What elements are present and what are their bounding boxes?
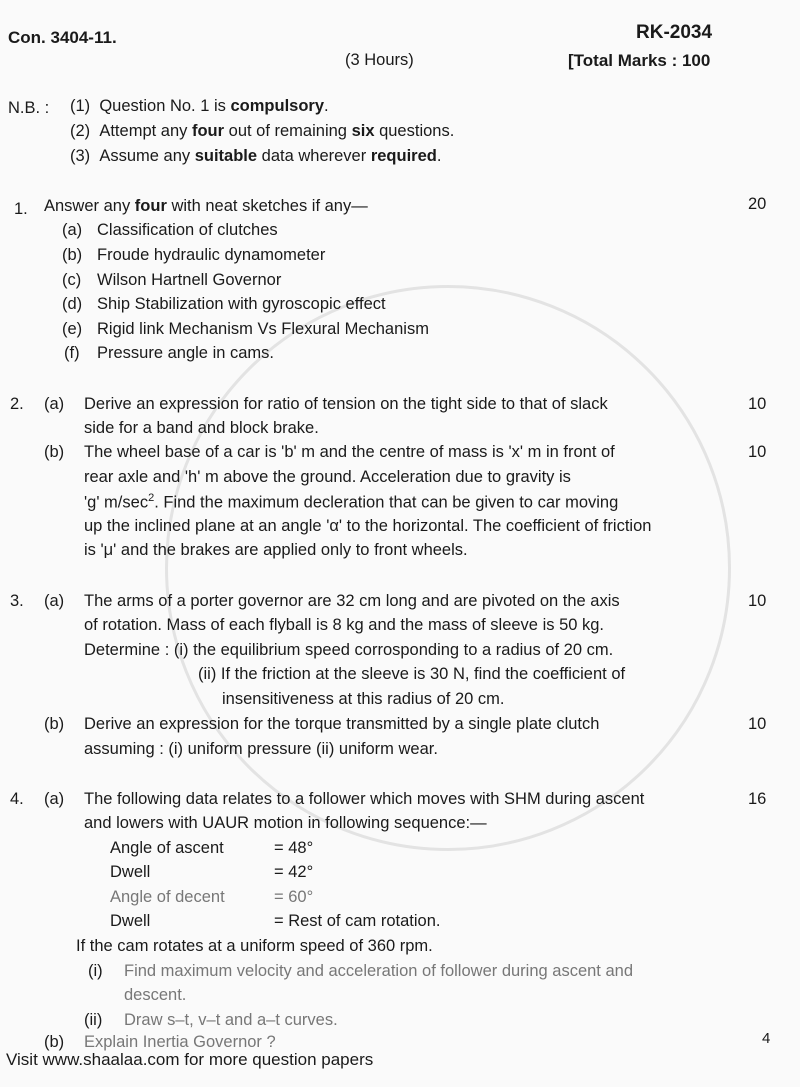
cam-data-value: = 48° (274, 839, 314, 857)
cam-data-value: = 60° (274, 888, 314, 906)
q3b-line: Derive an expression for the torque transmitted by a single plate clutch (84, 715, 600, 733)
q4a-part-label: (i) (88, 962, 103, 980)
q3a-line: Determine : (i) the equilibrium speed corrosponding to a radius of 20 cm. (84, 641, 614, 659)
q1-marks: 20 (748, 195, 767, 213)
instruction-1: (1) Question No. 1 is compulsory. (70, 97, 329, 115)
cam-data-key: Angle of ascent (110, 839, 224, 857)
q3-number: 3. (10, 592, 24, 610)
total-marks: [Total Marks : 100 (568, 51, 711, 70)
nb-label: N.B. : (8, 99, 50, 117)
paper-id: RK-2034 (636, 22, 713, 43)
q4a-marks: 16 (748, 790, 767, 808)
paper-code: Con. 3404-11. (8, 28, 117, 47)
cam-data-key: Dwell (110, 912, 151, 930)
q1-item-text: Rigid link Mechanism Vs Flexural Mechanism (97, 320, 429, 338)
q2a-line: Derive an expression for ratio of tension on the tight side to that of slack (84, 395, 608, 413)
q3b-line: assuming : (i) uniform pressure (ii) uniform wear. (84, 740, 438, 758)
q4a-line: and lowers with UAUR motion in following sequence:— (84, 814, 487, 832)
duration: (3 Hours) (345, 51, 414, 69)
q4b-label: (b) (44, 1033, 65, 1051)
q3a-marks: 10 (748, 592, 767, 610)
page-number: 4 (762, 1030, 771, 1047)
q1-item-text: Wilson Hartnell Governor (97, 271, 282, 289)
q4a-part-line: descent. (124, 986, 187, 1004)
q3a-line: insensitiveness at this radius of 20 cm. (222, 690, 505, 708)
q3a-line: The arms of a porter governor are 32 cm long and are pivoted on the axis (84, 592, 620, 610)
q4a-part-label: (ii) (84, 1011, 103, 1029)
q1-item-text: Classification of clutches (97, 221, 278, 239)
q1-item-label: (c) (62, 271, 82, 289)
q1-item-label: (d) (62, 295, 83, 313)
q4a-part-line: Draw s–t, v–t and a–t curves. (124, 1011, 338, 1029)
q1-item-text: Ship Stabilization with gyroscopic effect (97, 295, 386, 313)
q1-item-label: (a) (62, 221, 83, 239)
q2b-line: The wheel base of a car is 'b' m and the centre of mass is 'x' m in front of (84, 443, 615, 461)
instruction-2: (2) Attempt any four out of remaining six questions. (70, 122, 455, 140)
q2b-line: rear axle and 'h' m above the ground. Acceleration due to gravity is (84, 468, 571, 486)
q2b-line: is 'μ' and the brakes are applied only to front wheels. (84, 541, 468, 559)
footer-text: Visit www.shaalaa.com for more question papers (6, 1050, 374, 1069)
q2b-marks: 10 (748, 443, 767, 461)
q3b-marks: 10 (748, 715, 767, 733)
q1-number: 1. (14, 200, 28, 218)
q1-item-label: (f) (64, 344, 80, 362)
instruction-3: (3) Assume any suitable data wherever required. (70, 147, 442, 165)
q1-item-label: (e) (62, 320, 83, 338)
q4a-line: The following data relates to a follower which moves with SHM during ascent (84, 790, 645, 808)
q2b-line: up the inclined plane at an angle 'α' to the horizontal. The coefficient of friction (84, 517, 652, 535)
cam-speed-line: If the cam rotates at a uniform speed of 360 rpm. (76, 937, 433, 955)
q1-stem: Answer any four with neat sketches if any— (44, 197, 368, 215)
q1-item-text: Froude hydraulic dynamometer (97, 246, 326, 264)
cam-data-value: = 42° (274, 863, 314, 881)
q2a-marks: 10 (748, 395, 767, 413)
q4-number: 4. (10, 790, 24, 808)
q2b-label: (b) (44, 443, 65, 461)
q4b-text: Explain Inertia Governor ? (84, 1033, 276, 1051)
watermark-circle (165, 285, 731, 851)
q3a-line: of rotation. Mass of each flyball is 8 kg and the mass of sleeve is 50 kg. (84, 616, 605, 634)
q2a-line: side for a band and block brake. (84, 419, 319, 437)
q4a-label: (a) (44, 790, 65, 808)
q1-item-label: (b) (62, 246, 83, 264)
q2-number: 2. (10, 395, 24, 413)
cam-data-key: Angle of decent (110, 888, 225, 906)
q4a-part-line: Find maximum velocity and acceleration of follower during ascent and (124, 962, 634, 980)
q3a-label: (a) (44, 592, 65, 610)
q1-item-text: Pressure angle in cams. (97, 344, 274, 362)
q2b-line: 'g' $m/\sec^2$. Find the maximum decleration that can be given to car moving (84, 492, 619, 512)
q2a-label: (a) (44, 395, 65, 413)
q3a-line: (ii) If the friction at the sleeve is 30 N, find the coefficient of (198, 665, 626, 683)
cam-data-value: = Rest of cam rotation. (274, 912, 441, 930)
cam-data-key: Dwell (110, 863, 151, 881)
q3b-label: (b) (44, 715, 65, 733)
